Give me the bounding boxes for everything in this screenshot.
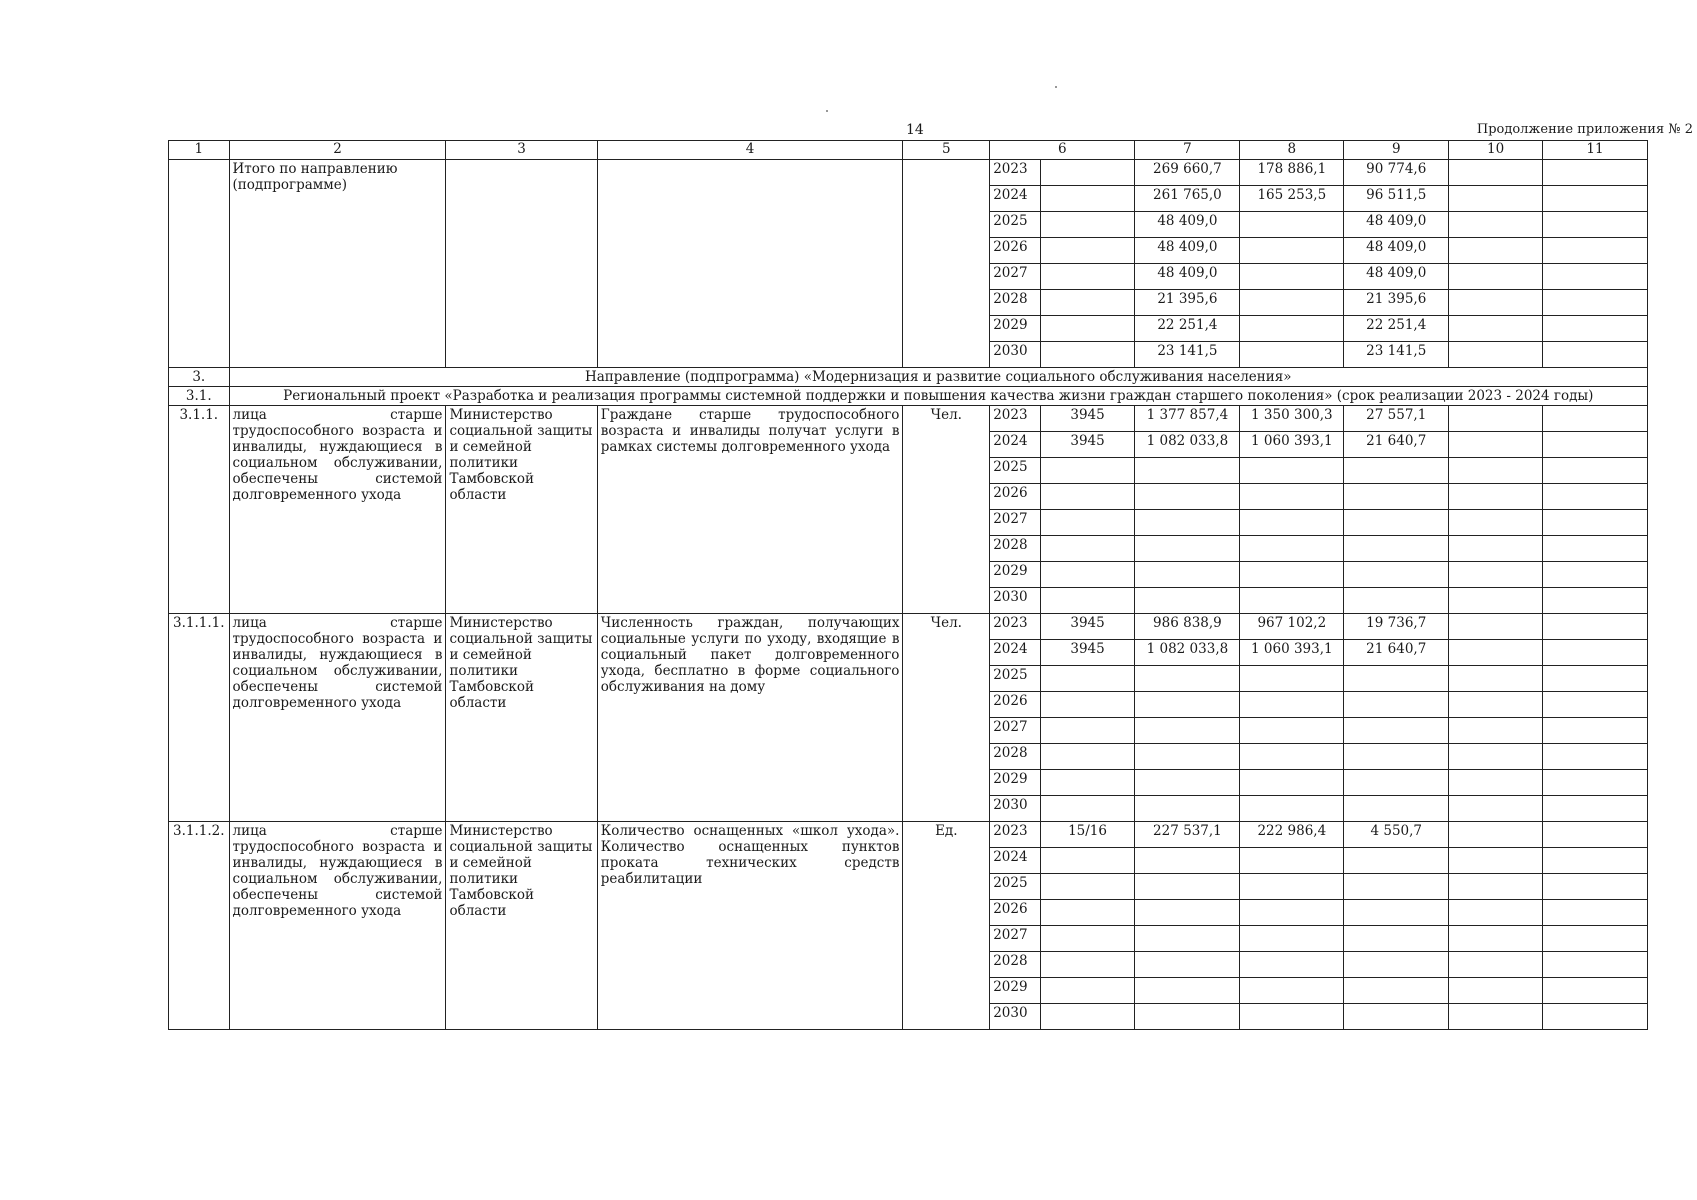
value-cell: 48 409,0 (1344, 238, 1449, 264)
value-cell (1543, 316, 1648, 342)
table-row (169, 822, 1648, 848)
value-cell: 3945 (1040, 432, 1135, 458)
value-cell (1543, 432, 1648, 458)
year-cell: 2028 (990, 744, 1040, 770)
value-cell (1543, 510, 1648, 536)
value-cell (1040, 926, 1135, 952)
value-cell: 178 886,1 (1240, 160, 1344, 186)
value-cell: 27 557,1 (1344, 406, 1449, 432)
value-cell (1040, 718, 1135, 744)
value-cell: 21 640,7 (1344, 640, 1449, 666)
value-cell (1449, 900, 1543, 926)
value-cell (1543, 484, 1648, 510)
value-cell: 1 377 857,4 (1135, 406, 1240, 432)
year-cell: 2030 (990, 796, 1040, 822)
value-cell (1040, 848, 1135, 874)
value-cell (1449, 822, 1543, 848)
column-header: 7 (1135, 141, 1240, 160)
value-cell (1543, 718, 1648, 744)
value-cell (1543, 796, 1648, 822)
value-cell (1240, 238, 1344, 264)
value-cell (1040, 770, 1135, 796)
year-cell: 2024 (990, 186, 1040, 212)
value-cell (1040, 160, 1135, 186)
program-table (168, 140, 1648, 1030)
value-cell (1344, 692, 1449, 718)
value-cell: 165 253,5 (1240, 186, 1344, 212)
value-cell (1543, 290, 1648, 316)
value-cell (1344, 666, 1449, 692)
value-cell (1449, 458, 1543, 484)
value-cell (1344, 744, 1449, 770)
value-cell (1240, 770, 1344, 796)
value-cell (1543, 212, 1648, 238)
value-cell: 48 409,0 (1135, 264, 1240, 290)
column-header: 4 (597, 141, 903, 160)
responsible-executor: Министерство социальной защиты и семейной политики Тамбовской области (446, 614, 597, 822)
value-cell (1344, 588, 1449, 614)
value-cell (1543, 848, 1648, 874)
value-cell (1543, 264, 1648, 290)
value-cell (1040, 744, 1135, 770)
value-cell (1449, 666, 1543, 692)
value-cell (1449, 264, 1543, 290)
value-cell (1543, 588, 1648, 614)
value-cell (1240, 212, 1344, 238)
section-number: 3.1. (169, 387, 230, 406)
value-cell (1543, 1004, 1648, 1030)
section-title: Направление (подпрограмма) «Модернизация и развитие социального обслуживания населения» (229, 368, 1647, 387)
header-row (169, 141, 1648, 160)
value-cell (1040, 212, 1135, 238)
value-cell: 22 251,4 (1135, 316, 1240, 342)
value-cell: 1 082 033,8 (1135, 432, 1240, 458)
value-cell (1449, 952, 1543, 978)
year-cell: 2028 (990, 536, 1040, 562)
year-cell: 2023 (990, 406, 1040, 432)
value-cell (1135, 926, 1240, 952)
column-header: 5 (903, 141, 990, 160)
unit-of-measure: Ед. (903, 822, 990, 1030)
value-cell: 227 537,1 (1135, 822, 1240, 848)
value-cell (1543, 640, 1648, 666)
column-header: 6 (990, 141, 1135, 160)
value-cell (1135, 536, 1240, 562)
responsible-executor: Министерство социальной защиты и семейной политики Тамбовской области (446, 822, 597, 1030)
value-cell (1344, 458, 1449, 484)
value-cell (1449, 588, 1543, 614)
value-cell (1240, 978, 1344, 1004)
value-cell: 15/16 (1040, 822, 1135, 848)
indicator-description: Численность граждан, получающих социальные услуги по уходу, входящие в социальный пакет долговременного ухода, бесплатно в форме социального обслуживания на дому (597, 614, 903, 822)
value-cell (1543, 744, 1648, 770)
indicator-cell (597, 160, 903, 368)
value-cell: 986 838,9 (1135, 614, 1240, 640)
value-cell (1344, 484, 1449, 510)
value-cell (1135, 1004, 1240, 1030)
value-cell (1135, 692, 1240, 718)
value-cell (1135, 666, 1240, 692)
value-cell (1344, 848, 1449, 874)
value-cell (1344, 718, 1449, 744)
value-cell: 48 409,0 (1344, 264, 1449, 290)
value-cell (1040, 952, 1135, 978)
column-header: 11 (1543, 141, 1648, 160)
value-cell (1543, 666, 1648, 692)
value-cell (1135, 562, 1240, 588)
row-number: 3.1.1. (169, 406, 230, 614)
column-header: 1 (169, 141, 230, 160)
value-cell (1543, 900, 1648, 926)
year-cell: 2026 (990, 900, 1040, 926)
value-cell (1240, 458, 1344, 484)
year-cell: 2030 (990, 1004, 1040, 1030)
value-cell (1135, 978, 1240, 1004)
value-cell (1449, 874, 1543, 900)
value-cell (1449, 562, 1543, 588)
year-cell: 2030 (990, 342, 1040, 368)
value-cell (1240, 562, 1344, 588)
value-cell: 967 102,2 (1240, 614, 1344, 640)
value-cell (1240, 536, 1344, 562)
year-cell: 2023 (990, 822, 1040, 848)
value-cell (1449, 1004, 1543, 1030)
value-cell (1135, 796, 1240, 822)
value-cell (1135, 510, 1240, 536)
section-project-row (169, 387, 1648, 406)
value-cell (1135, 744, 1240, 770)
year-cell: 2023 (990, 614, 1040, 640)
continuation-note: Продолжение приложения № 2 (1476, 122, 1693, 137)
value-cell: 21 395,6 (1135, 290, 1240, 316)
value-cell (1040, 342, 1135, 368)
value-cell (1135, 588, 1240, 614)
row-number: 3.1.1.2. (169, 822, 230, 1030)
year-cell: 2024 (990, 432, 1040, 458)
year-cell: 2024 (990, 848, 1040, 874)
value-cell (1040, 510, 1135, 536)
column-header: 10 (1449, 141, 1543, 160)
value-cell (1543, 978, 1648, 1004)
value-cell (1543, 238, 1648, 264)
value-cell: 3945 (1040, 640, 1135, 666)
value-cell (1240, 342, 1344, 368)
value-cell (1543, 342, 1648, 368)
value-cell (1135, 874, 1240, 900)
value-cell (1543, 614, 1648, 640)
value-cell (1449, 692, 1543, 718)
value-cell (1543, 822, 1648, 848)
value-cell: 1 082 033,8 (1135, 640, 1240, 666)
task-description: лица старше трудоспособного возраста и инвалиды, нуждающиеся в социальном обслуживании, обеспечены системой долговременного ухода (229, 406, 446, 614)
value-cell (1040, 484, 1135, 510)
value-cell (1449, 718, 1543, 744)
year-cell: 2026 (990, 484, 1040, 510)
value-cell (1449, 484, 1543, 510)
table-row (169, 406, 1648, 432)
value-cell (1240, 718, 1344, 744)
value-cell (1449, 406, 1543, 432)
value-cell: 23 141,5 (1135, 342, 1240, 368)
value-cell (1040, 900, 1135, 926)
value-cell (1543, 160, 1648, 186)
value-cell (1135, 900, 1240, 926)
year-cell: 2026 (990, 692, 1040, 718)
section-number: 3. (169, 368, 230, 387)
value-cell (1344, 562, 1449, 588)
value-cell (1344, 926, 1449, 952)
section-title: Региональный проект «Разработка и реализация программы системной поддержки и повышения качества жизни граждан старшего поколения» (срок реализации 2023 - 2024 годы) (229, 387, 1647, 406)
indicator-description: Количество оснащенных «школ ухода». Количество оснащенных пунктов проката технических средств реабилитации (597, 822, 903, 1030)
value-cell (1135, 848, 1240, 874)
value-cell (1240, 484, 1344, 510)
value-cell (1543, 692, 1648, 718)
value-cell (1449, 238, 1543, 264)
value-cell (1240, 510, 1344, 536)
scan-speck (826, 110, 828, 112)
value-cell (1040, 1004, 1135, 1030)
value-cell (1543, 874, 1648, 900)
row-number: 3.1.1.1. (169, 614, 230, 822)
value-cell (1449, 316, 1543, 342)
column-header: 3 (446, 141, 597, 160)
value-cell (1240, 952, 1344, 978)
section-direction-row (169, 368, 1648, 387)
value-cell (1240, 926, 1344, 952)
value-cell (1240, 874, 1344, 900)
value-cell (1344, 900, 1449, 926)
value-cell: 19 736,7 (1344, 614, 1449, 640)
value-cell: 21 395,6 (1344, 290, 1449, 316)
year-cell: 2026 (990, 238, 1040, 264)
value-cell (1543, 458, 1648, 484)
year-cell: 2029 (990, 770, 1040, 796)
table-row (169, 160, 1648, 186)
year-cell: 2029 (990, 562, 1040, 588)
value-cell: 3945 (1040, 406, 1135, 432)
value-cell (1543, 770, 1648, 796)
value-cell (1240, 1004, 1344, 1030)
year-cell: 2028 (990, 290, 1040, 316)
value-cell (1449, 536, 1543, 562)
scan-speck (1055, 86, 1057, 88)
value-cell (1040, 316, 1135, 342)
row-number (169, 160, 230, 368)
value-cell (1449, 186, 1543, 212)
value-cell (1040, 666, 1135, 692)
value-cell (1240, 848, 1344, 874)
value-cell (1240, 588, 1344, 614)
value-cell (1543, 536, 1648, 562)
value-cell (1344, 770, 1449, 796)
indicator-description: Граждане старше трудоспособного возраста и инвалиды получат услуги в рамках системы долговременного ухода (597, 406, 903, 614)
value-cell: 48 409,0 (1135, 238, 1240, 264)
value-cell (1543, 406, 1648, 432)
value-cell (1040, 978, 1135, 1004)
value-cell (1240, 744, 1344, 770)
value-cell (1344, 796, 1449, 822)
year-cell: 2025 (990, 212, 1040, 238)
value-cell: 4 550,7 (1344, 822, 1449, 848)
column-header: 2 (229, 141, 446, 160)
value-cell: 90 774,6 (1344, 160, 1449, 186)
value-cell (1449, 510, 1543, 536)
unit-of-measure: Чел. (903, 406, 990, 614)
value-cell (1449, 432, 1543, 458)
value-cell (1449, 160, 1543, 186)
year-cell: 2025 (990, 874, 1040, 900)
year-cell: 2027 (990, 264, 1040, 290)
year-cell: 2025 (990, 458, 1040, 484)
value-cell: 96 511,5 (1344, 186, 1449, 212)
value-cell (1040, 692, 1135, 718)
year-cell: 2027 (990, 926, 1040, 952)
value-cell (1240, 290, 1344, 316)
value-cell (1344, 952, 1449, 978)
value-cell (1449, 640, 1543, 666)
column-header: 8 (1240, 141, 1344, 160)
value-cell (1040, 238, 1135, 264)
task-description: лица старше трудоспособного возраста и инвалиды, нуждающиеся в социальном обслуживании, обеспечены системой долговременного ухода (229, 822, 446, 1030)
value-cell (1449, 614, 1543, 640)
value-cell (1040, 588, 1135, 614)
table-row (169, 614, 1648, 640)
year-cell: 2025 (990, 666, 1040, 692)
value-cell (1449, 848, 1543, 874)
unit-cell (903, 160, 990, 368)
value-cell (1449, 744, 1543, 770)
value-cell (1543, 952, 1648, 978)
responsible-cell (446, 160, 597, 368)
value-cell (1449, 926, 1543, 952)
value-cell (1344, 978, 1449, 1004)
value-cell (1040, 264, 1135, 290)
value-cell (1040, 536, 1135, 562)
page-number: 14 (906, 122, 924, 138)
value-cell (1543, 186, 1648, 212)
value-cell (1040, 290, 1135, 316)
year-cell: 2023 (990, 160, 1040, 186)
value-cell: 1 060 393,1 (1240, 432, 1344, 458)
value-cell: 3945 (1040, 614, 1135, 640)
year-cell: 2029 (990, 316, 1040, 342)
value-cell (1449, 978, 1543, 1004)
value-cell: 21 640,7 (1344, 432, 1449, 458)
value-cell (1040, 562, 1135, 588)
column-header: 9 (1344, 141, 1449, 160)
value-cell (1135, 484, 1240, 510)
value-cell: 222 986,4 (1240, 822, 1344, 848)
value-cell (1344, 510, 1449, 536)
value-cell (1240, 264, 1344, 290)
value-cell (1449, 342, 1543, 368)
value-cell (1449, 212, 1543, 238)
unit-of-measure: Чел. (903, 614, 990, 822)
value-cell (1543, 562, 1648, 588)
value-cell (1135, 952, 1240, 978)
value-cell (1135, 770, 1240, 796)
value-cell: 269 660,7 (1135, 160, 1240, 186)
value-cell (1240, 692, 1344, 718)
value-cell (1240, 316, 1344, 342)
value-cell (1040, 186, 1135, 212)
year-cell: 2027 (990, 718, 1040, 744)
value-cell (1135, 458, 1240, 484)
value-cell: 48 409,0 (1344, 212, 1449, 238)
year-cell: 2028 (990, 952, 1040, 978)
value-cell (1135, 718, 1240, 744)
value-cell: 261 765,0 (1135, 186, 1240, 212)
value-cell (1344, 874, 1449, 900)
value-cell (1040, 796, 1135, 822)
value-cell (1449, 290, 1543, 316)
value-cell (1040, 458, 1135, 484)
value-cell (1344, 536, 1449, 562)
value-cell: 1 060 393,1 (1240, 640, 1344, 666)
task-description: лица старше трудоспособного возраста и инвалиды, нуждающиеся в социальном обслуживании, обеспечены системой долговременного ухода (229, 614, 446, 822)
year-cell: 2029 (990, 978, 1040, 1004)
value-cell (1240, 666, 1344, 692)
year-cell: 2027 (990, 510, 1040, 536)
value-cell (1449, 796, 1543, 822)
value-cell (1449, 770, 1543, 796)
value-cell (1040, 874, 1135, 900)
value-cell (1240, 900, 1344, 926)
value-cell: 1 350 300,3 (1240, 406, 1344, 432)
value-cell: 23 141,5 (1344, 342, 1449, 368)
value-cell: 22 251,4 (1344, 316, 1449, 342)
total-label: Итого по направлению (подпрограмме) (229, 160, 446, 368)
year-cell: 2024 (990, 640, 1040, 666)
value-cell (1543, 926, 1648, 952)
responsible-executor: Министерство социальной защиты и семейной политики Тамбовской области (446, 406, 597, 614)
year-cell: 2030 (990, 588, 1040, 614)
value-cell: 48 409,0 (1135, 212, 1240, 238)
value-cell (1344, 1004, 1449, 1030)
value-cell (1240, 796, 1344, 822)
